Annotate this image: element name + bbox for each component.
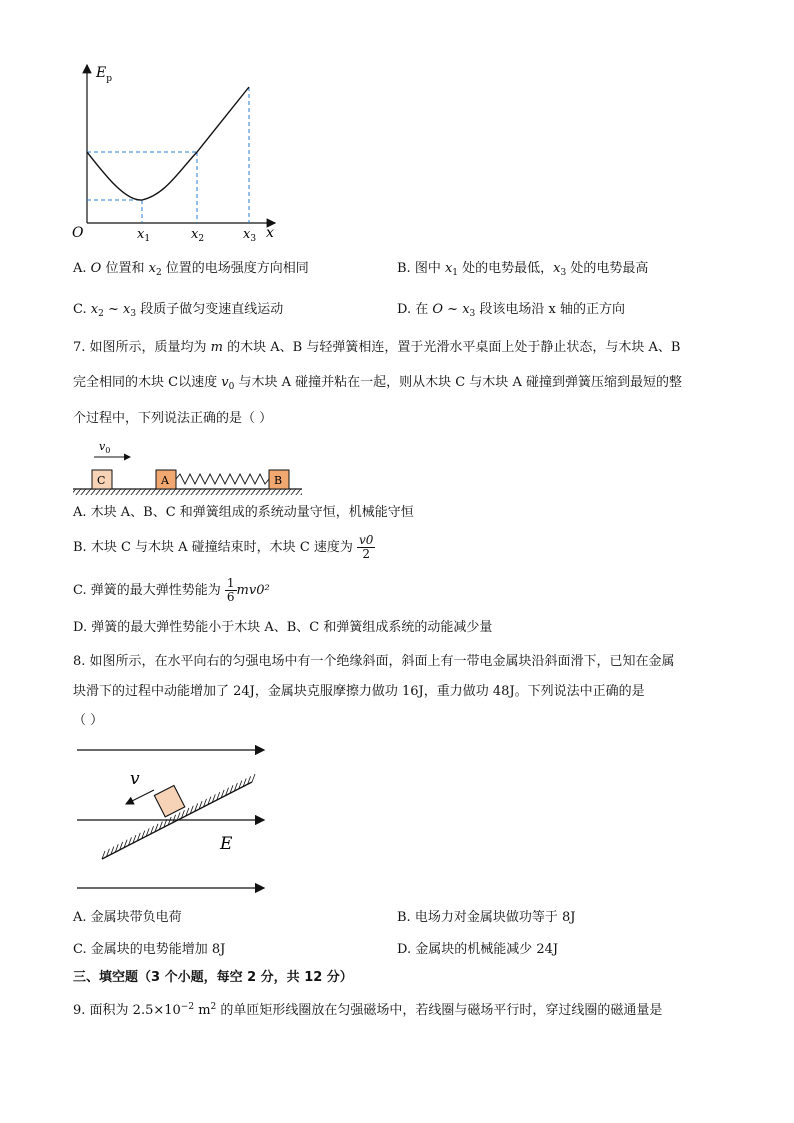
tick-x3: $x_3$ [243,227,257,244]
x-axis-label: x [266,225,274,241]
q8-option-b: B. 电场力对金属块做功等于 8J [397,910,576,925]
q7-stem-line-2: 完全相同的木块 C以速度 $v_0$ 与木块 A 碰撞并粘在一起，则从木块 C 与木块 A 碰撞到弹簧压缩到最短的整 [73,375,682,392]
q6-option-a: A. O 位置和 $x_2$ 位置的电场强度方向相同 [73,261,309,278]
metal-block [154,786,184,817]
q7-option-c: C. 弹簧的最大弹性势能为 $\frac{1}{6}$ mv0² [73,576,270,604]
q8-stem-line-1: 8. 如图所示，在水平向右的匀强电场中有一个绝缘斜面，斜面上有一带电金属块沿斜面滑下，已知在金属 [73,654,675,669]
q7-option-b: B. 木块 C 与木块 A 碰撞结束时，木块 C 速度为 $\frac{v0}{2}$ [73,533,374,561]
q8-figure [70,738,275,896]
q7-figure [70,436,305,496]
q7-b-fraction: $\frac{v0}{2}$ [359,533,374,561]
q8-stem-line-3: （ ） [73,713,104,728]
ground-hatch [73,489,302,495]
block-c-label: C [97,474,106,487]
y-axis-label: $E_p$ [96,65,112,84]
q7-v0-label: $v_0$ [99,440,111,455]
incline-hatch-mark [252,774,255,782]
block-a-label: A [161,474,169,487]
ep-graph [60,55,290,245]
q6-option-b: B. 图中 $x_1$ 处的电势最低，$x_3$ 处的电势最高 [397,261,649,278]
section-3-title: 三、填空题（3 个小题，每空 2 分，共 12 分） [73,970,353,985]
q6-option-c: C. $x_2$ ~ $x_3$ 段质子做匀变速直线运动 [73,302,284,319]
q7-stem-line-3: 个过程中，下列说法正确的是（ ） [73,411,273,426]
spring [176,474,269,484]
ep-curve [87,87,249,200]
q8-option-c: C. 金属块的电势能增加 8J [73,942,226,957]
block-b-label: B [274,474,283,487]
tick-x1: $x_1$ [137,227,151,244]
q8-option-a: A. 金属块带负电荷 [73,910,182,925]
q7-c-fraction: $\frac{1}{6}$ [226,576,235,604]
q6-option-d: D. 在 O ~ $x_3$ 段该电场沿 x 轴的正方向 [397,302,626,319]
origin-label: O [72,225,84,241]
q7-stem-line-1: 7. 如图所示，质量均为 m 的木块 A、B 与轻弹簧相连，置于光滑水平桌面上处于静止状态，与木块 A、B [73,340,681,355]
q8-stem-line-2: 块滑下的过程中动能增加了 24J，金属块克服摩擦力做功 16J，重力做功 48J。下列说法中正确的是 [73,684,645,699]
q7-option-d: D. 弹簧的最大弹性势能小于木块 A、B、C 和弹簧组成系统的动能减少量 [73,620,493,635]
q8-velocity-arrow [126,790,154,804]
q9-stem: 9. 面积为 $2.5\times 10^{-2}$ $m^2$ 的单匝矩形线圈放在匀强磁场中，若线圈与磁场平行时，穿过线圈的磁通量是 [73,1002,663,1018]
q8-option-d: D. 金属块的机械能减少 24J [397,942,559,957]
q7-option-a: A. 木块 A、B、C 和弹簧组成的系统动量守恒，机械能守恒 [73,505,414,520]
q8-v-label: v [130,769,140,789]
tick-x2: $x_2$ [191,227,205,244]
field-e-label: E [220,834,233,854]
